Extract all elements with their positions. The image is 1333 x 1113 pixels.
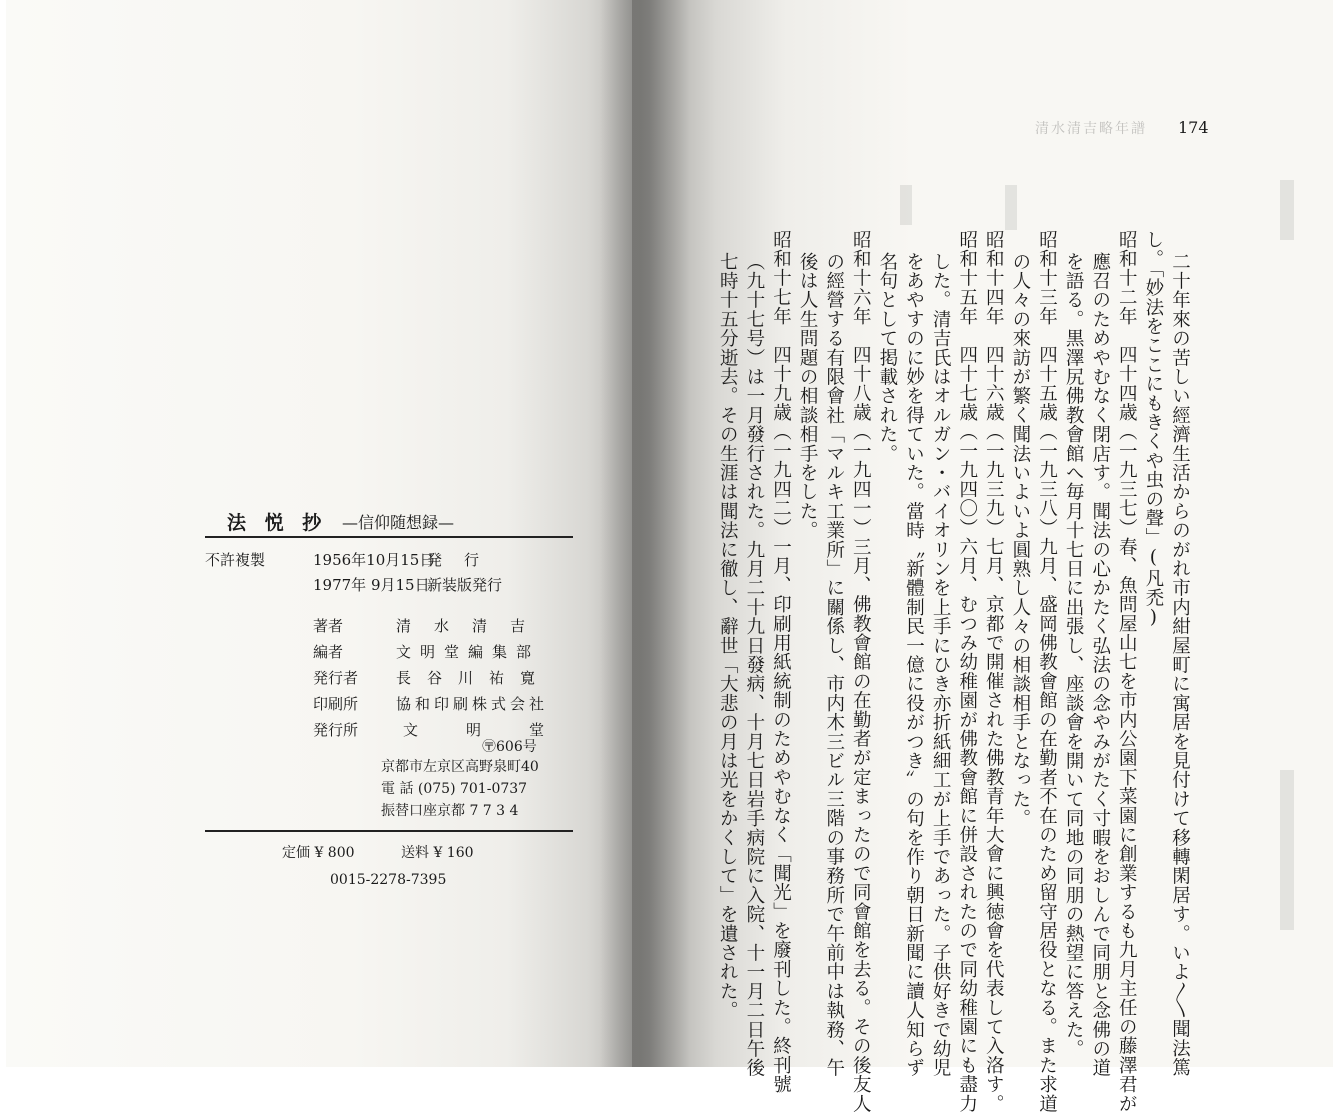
- author-role: 著者: [313, 617, 344, 635]
- printer-name: 協和印刷株式会社: [396, 695, 549, 713]
- text-column: を語る。黒澤尻佛教會館へ毎月十七日に出張し、座談會を開いて同地の同朋の熱望に答えた。: [1063, 252, 1085, 1059]
- colophon-top-rule: [205, 536, 573, 538]
- text-column: （九十七号）は一月發行された。九月二十九日發病、十月七日岩手病院に入院、十一月二日午後: [743, 252, 765, 1078]
- new-edition-label: 新装版発行: [427, 576, 503, 594]
- publishing-house-name: 文明堂: [403, 721, 593, 739]
- postal-code: 〶606号: [482, 739, 537, 755]
- book-title: 法 悦 抄: [227, 512, 328, 534]
- text-column: 昭和十六年 四十八歳（一九四一）三月、佛教會館の在勤者が定まったので同會館を去る。その後友人: [850, 230, 872, 1113]
- editor-role: 編者: [313, 643, 344, 661]
- text-column: 名句として掲載された。: [876, 252, 898, 464]
- text-column: 昭和十七年 四十九歳（一九四二）一月、印刷用紙統制のためやむなく「聞光」を廢刊した。終刊號: [770, 230, 792, 1094]
- publisher-role: 発行者: [313, 669, 359, 687]
- text-column: 後は人生問題の相談相手をした。: [797, 252, 819, 540]
- text-column: の經營する有限會社「マルキ工業所」に關係し、市内木三ビル三階の事務所で午前中は執務、午: [823, 252, 845, 1078]
- copyright-notice: 不許複製: [205, 551, 266, 569]
- running-head: 清水清吉略年譜: [1035, 121, 1147, 137]
- text-column: 應召のためやむなく閉店す。聞法の心かたく弘法の念やみがたく寸暇をおしんで同朋と念佛の道: [1089, 252, 1111, 1078]
- author-name: 清水清吉: [396, 617, 549, 635]
- bleed-through-mark: [1005, 185, 1017, 230]
- publisher-name: 長谷川祐寛: [396, 669, 552, 687]
- book-code: 0015-2278-7395: [330, 872, 447, 888]
- publishing-house-role: 発行所: [313, 721, 359, 739]
- text-column: 昭和十三年 四十五歳（一九三八）九月、盛岡佛教會館の在勤者不在のため留守居役となる。また求道: [1036, 230, 1058, 1113]
- text-column: 二十年來の苦しい經濟生活からのがれ市内紺屋町に寓居を見付けて移轉閑居す。いよ〳〵聞法篤: [1169, 252, 1191, 1077]
- editor-name: 文明堂編集部: [396, 643, 541, 661]
- text-column: 昭和十五年 四十七歳（一九四〇）六月、むつみ幼稚園が佛教會館に併設されたので同幼稚園にも盡力: [956, 230, 978, 1113]
- transfer-account: 振替口座京都 7 7 3 4: [381, 803, 519, 819]
- first-edition-date: 1956年10月15日: [313, 551, 435, 569]
- address: 京都市左京区高野泉町40: [381, 759, 539, 775]
- colophon-bottom-rule: [205, 830, 573, 832]
- price: 定価 ¥ 800: [282, 845, 355, 861]
- text-column: 昭和十二年 四十四歳（一九三七）春、魚問屋山七を市内公園下菜園に創業するも九月主任の藤澤君が: [1116, 230, 1138, 1113]
- shipping-fee: 送料 ¥ 160: [401, 845, 474, 861]
- phone-number: 電 話 (075) 701-0737: [381, 781, 528, 797]
- first-edition-label: 発行: [427, 551, 502, 569]
- text-column: 七時十五分逝去。その生涯は聞法に徹し、辭世「大悲の月は光をかくして」を遺された。: [717, 252, 739, 1020]
- new-edition-date: 1977年 9月15日: [313, 576, 430, 594]
- bleed-through-mark: [900, 185, 912, 225]
- text-column: した。清吉氏はオルガン・バイオリンを上手にひき亦折紙細工が上手であった。子供好きで幼児: [930, 252, 952, 1078]
- text-column: 昭和十四年 四十六歳（一九三九）七月、京都で開催された佛教青年大會に興徳會を代表して入洛す。: [983, 230, 1005, 1113]
- text-column: の人々の來訪が繁く聞法いよいよ圓熟し人々の相談相手となった。: [1009, 252, 1031, 828]
- text-column: し。「妙法をここにもきくや虫の聲」(凡禿): [1142, 230, 1164, 629]
- page-number: 174: [1178, 118, 1209, 137]
- book-gutter: [600, 0, 690, 1067]
- text-column: をあやすのに妙を得ていた。當時〝新體制民一億に役がつき〟の句を作り朝日新聞に讀人知らず: [903, 252, 925, 1078]
- printer-role: 印刷所: [313, 695, 359, 713]
- bleed-through-mark: [1280, 180, 1294, 240]
- bleed-through-mark: [1280, 770, 1294, 930]
- book-subtitle: —信仰随想録—: [342, 513, 455, 532]
